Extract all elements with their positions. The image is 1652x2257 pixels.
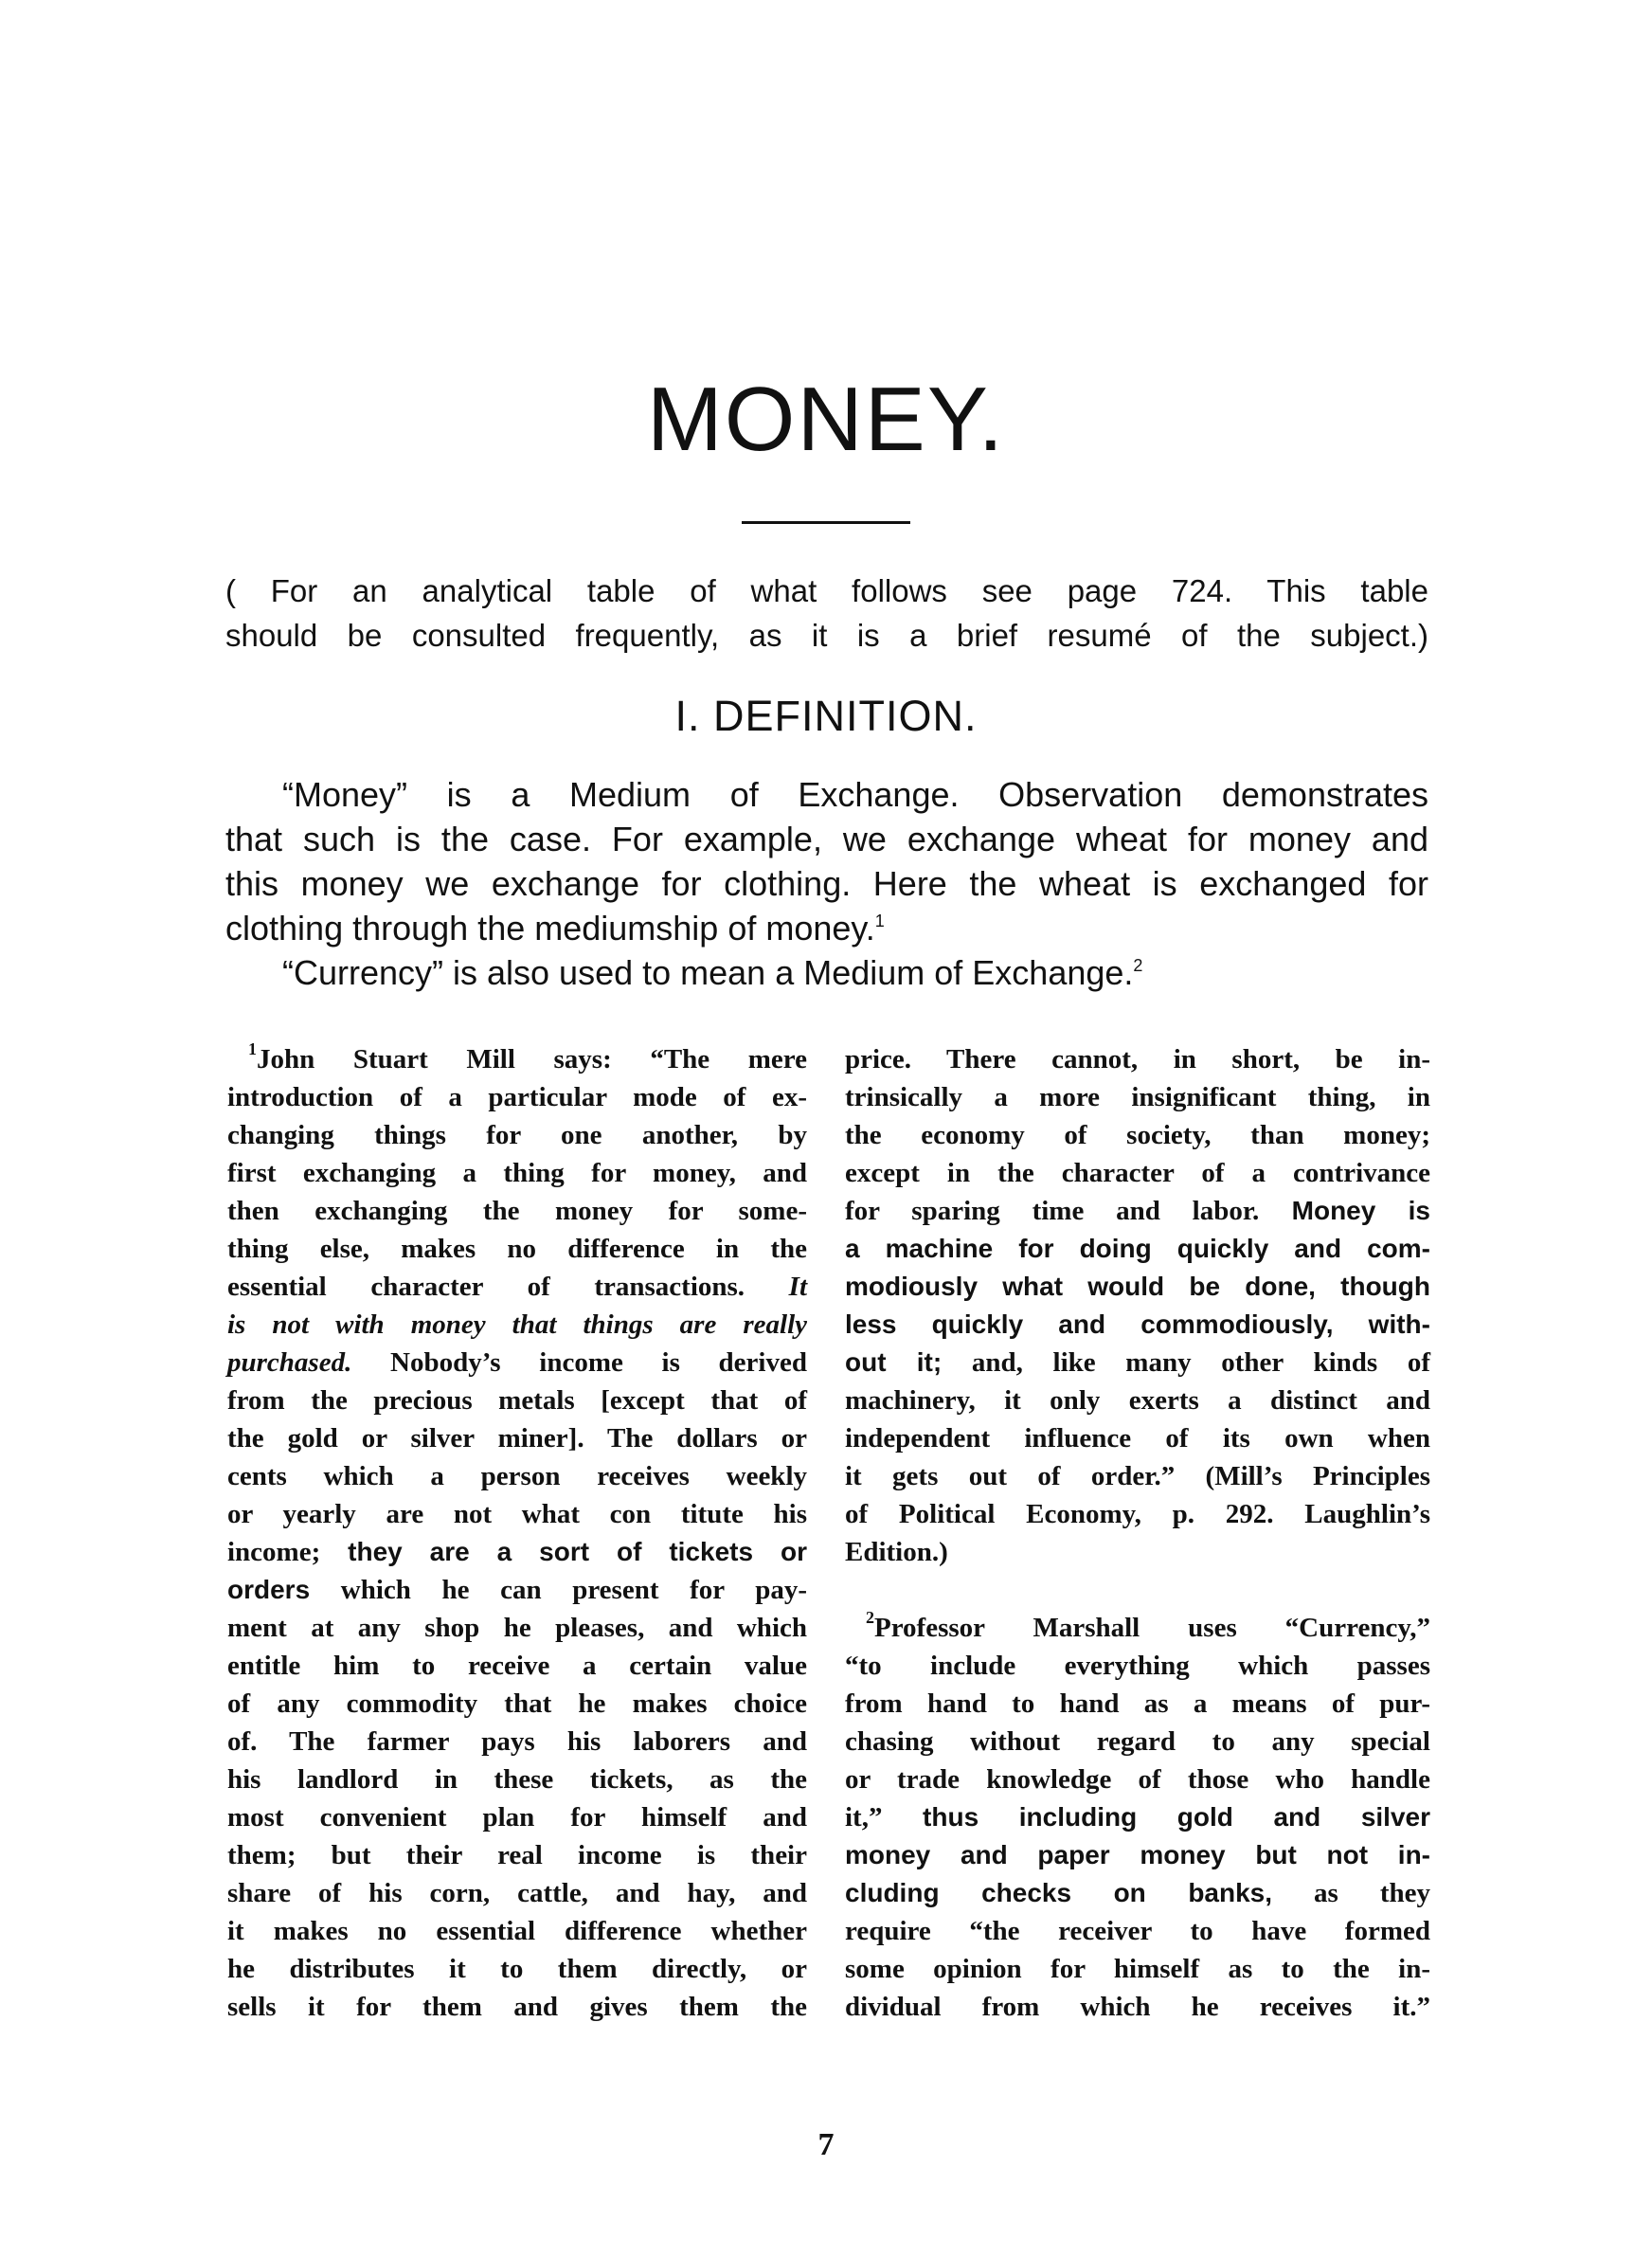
footnote-line: from hand to hand as a means of pur- bbox=[845, 1688, 1430, 1719]
footnote-line: sells it for them and gives them the bbox=[227, 1992, 807, 2022]
emphasis-text-run: they are a sort of tickets or bbox=[320, 1537, 807, 1566]
title-rule bbox=[742, 521, 910, 524]
footnote-line: ment at any shop he pleases, and which bbox=[227, 1613, 807, 1643]
footnote-line: of Political Economy, p. 292. Laughlin’s bbox=[845, 1499, 1430, 1529]
footnote-column-left bbox=[227, 1040, 807, 2026]
footnote-line: “to include everything which passes bbox=[845, 1651, 1430, 1681]
footnote-text-run: John Stuart Mill says: “The mere bbox=[257, 1044, 807, 1074]
footnote-line bbox=[227, 1571, 807, 1609]
footnote-line bbox=[227, 1040, 807, 1078]
footnote-line: his landlord in these tickets, as the bbox=[227, 1764, 807, 1795]
definition-line: that such is the case. For example, we exchange wheat for money and bbox=[225, 820, 1428, 858]
footnote-line: introduction of a particular mode of ex- bbox=[227, 1082, 807, 1112]
footnote-text-run: which he can present for pay- bbox=[310, 1575, 807, 1605]
footnote-line: trinsically a more insignificant thing, in bbox=[845, 1082, 1430, 1112]
footnote-line bbox=[227, 1344, 807, 1381]
note-line: should be consulted frequently, as it is a brief resumé of the subject.) bbox=[225, 618, 1428, 653]
footnote-text-run: Nobody’s income is derived bbox=[351, 1347, 807, 1378]
section-heading: I. DEFINITION. bbox=[674, 692, 978, 740]
footnote-line: money and paper money but not in- bbox=[845, 1840, 1430, 1869]
footnote-line bbox=[845, 1874, 1430, 1912]
definition-line bbox=[225, 950, 1428, 995]
page-number: 7 bbox=[817, 2127, 835, 2162]
definition-line: this money we exchange for clothing. Here the wheat is exchanged for bbox=[225, 864, 1428, 903]
footnote-line bbox=[845, 1609, 1430, 1647]
footnote-line: of. The farmer pays his laborers and bbox=[227, 1726, 807, 1757]
definition-text bbox=[225, 772, 1428, 995]
footnote-text-run: it,” bbox=[845, 1802, 883, 1833]
footnote-line: dividual from which he receives it.” bbox=[845, 1992, 1430, 2022]
analytical-table-note bbox=[225, 569, 1428, 658]
italic-text-run: purchased. bbox=[227, 1347, 352, 1378]
footnote-line: require “the receiver to have formed bbox=[845, 1916, 1430, 1946]
footnote-line: from the precious metals [except that of bbox=[227, 1385, 807, 1416]
footnote-line: a machine for doing quickly and com- bbox=[845, 1234, 1430, 1263]
footnote-line: the gold or silver miner]. The dollars or bbox=[227, 1423, 807, 1454]
footnote-line: first exchanging a thing for money, and bbox=[227, 1158, 807, 1188]
footnote-line: except in the character of a contrivance bbox=[845, 1158, 1430, 1188]
footnote-line: independent influence of its own when bbox=[845, 1423, 1430, 1454]
footnote-text-run: Professor Marshall uses “Currency,” bbox=[874, 1613, 1430, 1643]
footnote-line: less quickly and commodiously, with- bbox=[845, 1309, 1430, 1339]
footnote-line: some opinion for himself as to the in- bbox=[845, 1954, 1430, 1984]
footnote-line: or trade knowledge of those who handle bbox=[845, 1764, 1430, 1795]
footnote-text-run: income; bbox=[227, 1537, 321, 1567]
footnote-line: changing things for one another, by bbox=[227, 1120, 807, 1150]
footnote-line bbox=[845, 1798, 1430, 1836]
footnote-line bbox=[227, 1533, 807, 1571]
footnote-line: cents which a person receives weekly bbox=[227, 1461, 807, 1491]
footnote-column-right bbox=[845, 1040, 1430, 2026]
footnote-line: price. There cannot, in short, be in- bbox=[845, 1044, 1430, 1074]
footnote-line: them; but their real income is their bbox=[227, 1840, 807, 1870]
footnote-gap bbox=[845, 1571, 1430, 1609]
footnote-line: Edition.) bbox=[845, 1537, 948, 1567]
footnote-line: of any commodity that he makes choice bbox=[227, 1688, 807, 1719]
footnote-line: modiously what would be done, though bbox=[845, 1272, 1430, 1301]
definition-text-run: clothing through the mediumship of money. bbox=[225, 909, 875, 948]
emphasis-text-run: out it; bbox=[845, 1347, 943, 1377]
definition-line bbox=[225, 906, 1428, 950]
footnote-line: the economy of society, than money; bbox=[845, 1120, 1430, 1150]
emphasis-text-run: Money is bbox=[1259, 1196, 1430, 1225]
footnote-line: is not with money that things are really bbox=[227, 1309, 807, 1340]
footnote-line bbox=[227, 1268, 807, 1306]
definition-line: “Money” is a Medium of Exchange. Observation demonstrates bbox=[282, 775, 1428, 814]
footnote-line: then exchanging the money for some- bbox=[227, 1196, 807, 1226]
footnote-line bbox=[845, 1344, 1430, 1381]
emphasis-text-run: orders bbox=[227, 1575, 311, 1604]
footnote-line: or yearly are not what con titute his bbox=[227, 1499, 807, 1529]
footnote-marker: 2 bbox=[866, 1608, 874, 1627]
footnote-ref: 1 bbox=[874, 912, 885, 930]
footnote-marker: 1 bbox=[248, 1039, 257, 1058]
footnote-line: share of his corn, cattle, and hay, and bbox=[227, 1878, 807, 1908]
footnote-line: he distributes it to them directly, or bbox=[227, 1954, 807, 1984]
footnote-text-run: for sparing time and labor. bbox=[845, 1196, 1260, 1226]
definition-text-run: “Currency” is also used to mean a Medium of Exchange. bbox=[282, 953, 1134, 992]
footnote-line: chasing without regard to any special bbox=[845, 1726, 1430, 1757]
italic-text-run: It bbox=[788, 1272, 808, 1302]
footnote-line: it gets out of order.” (Mill’s Principles bbox=[845, 1461, 1430, 1491]
footnote-line: entitle him to receive a certain value bbox=[227, 1651, 807, 1681]
footnote-line: most convenient plan for himself and bbox=[227, 1802, 807, 1833]
footnote-ref: 2 bbox=[1133, 956, 1143, 975]
footnote-line: it makes no essential difference whether bbox=[227, 1916, 807, 1946]
emphasis-text-run: thus including gold and silver bbox=[882, 1802, 1430, 1832]
footnote-text-run: as they bbox=[1272, 1878, 1430, 1908]
page-title: MONEY. bbox=[646, 369, 1006, 470]
footnote-line: machinery, it only exerts a distinct and bbox=[845, 1385, 1430, 1416]
footnote-line: thing else, makes no difference in the bbox=[227, 1234, 807, 1264]
emphasis-text-run: cluding checks on banks, bbox=[845, 1878, 1273, 1907]
footnote-text-run: essential character of transactions. bbox=[227, 1272, 745, 1302]
footnote-line bbox=[845, 1192, 1430, 1230]
note-line: ( For an analytical table of what follows see page 724. This table bbox=[225, 573, 1428, 608]
footnote-text-run: and, like many other kinds of bbox=[942, 1347, 1430, 1378]
